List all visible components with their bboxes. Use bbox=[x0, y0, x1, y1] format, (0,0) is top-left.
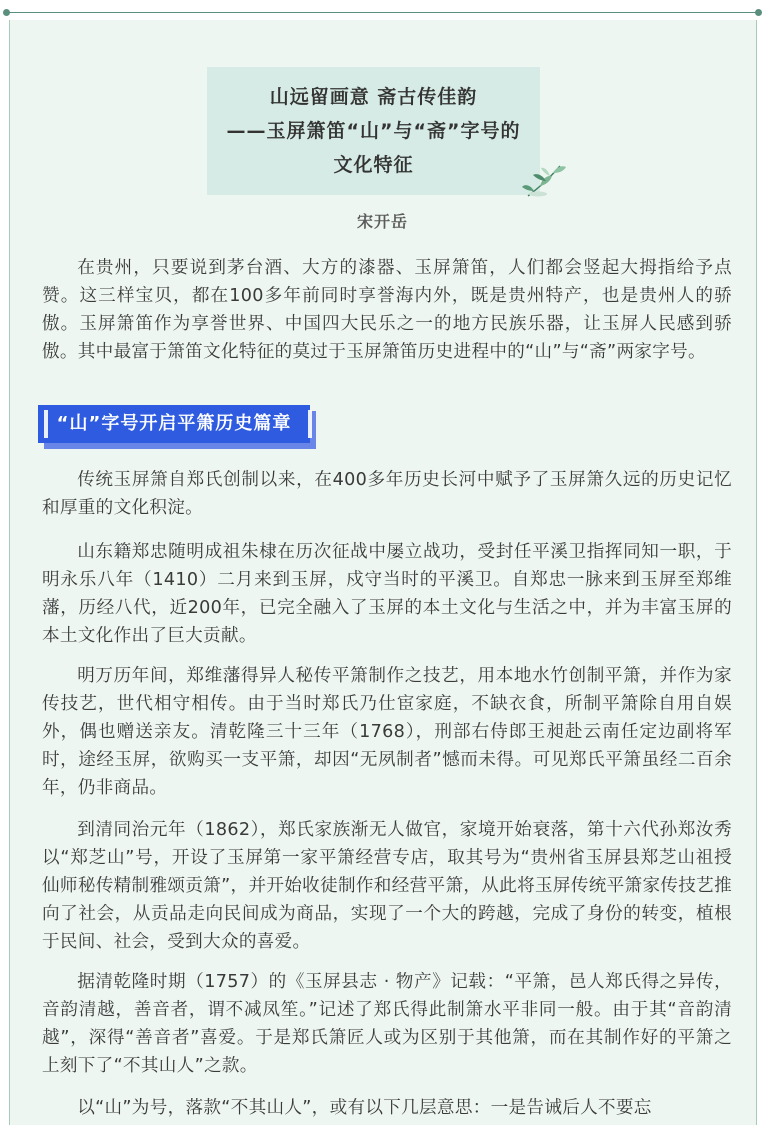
divider-dot-left bbox=[3, 9, 10, 16]
divider-dot-right bbox=[755, 9, 762, 16]
paragraph-intro: 在贵州，只要说到茅台酒、大方的漆器、玉屏箫笛，人们都会竖起大拇指给予点赞。这三样宝贝，都在100多年前同时享誉海内外，既是贵州特产，也是贵州人的骄傲。玉屏箫笛作为享誉世界、中国四大民乐之一的地方民族乐器，让玉屏人民感到骄傲。其中最富于箫笛文化特征的莫过于玉屏箫笛历史进程中的“山”与“斋”两家字号。 bbox=[42, 258, 732, 362]
author-name: 宋开岳 bbox=[356, 212, 408, 231]
title-line-2: ——玉屏箫笛“山”与“斋”字号的 bbox=[226, 120, 521, 142]
paragraph-2: 传统玉屏箫自郑氏创制以来，在400多年历史长河中赋予了玉屏箫久远的历史记忆和厚重的文化积淀。 bbox=[42, 470, 732, 518]
title-line-1: 山远留画意 斋古传佳韵 bbox=[269, 86, 478, 108]
title-box bbox=[207, 67, 540, 195]
paragraph-7: 以“山”为号，落款“不其山人”，或有以下几层意思：一是告诫后人不要忘 bbox=[77, 1098, 652, 1118]
section-heading-bar-left bbox=[44, 410, 48, 438]
paragraph-6: 据清乾隆时期（1757）的《玉屏县志 · 物产》记载：“平箫，邑人郑氏得之异传，音韵清越，善音者，谓不减凤笙。”记述了郑氏得此制箫水平非同一般。由于其“音韵清越”，深得“善音者”喜爱。于是郑氏箫匠人或为区别于其他箫，而在其制作好的平箫之上刻下了“不其山人”之款。 bbox=[42, 972, 732, 1076]
title-line-3: 文化特征 bbox=[333, 154, 414, 176]
section-heading bbox=[38, 405, 318, 447]
leaf-sprig-icon bbox=[520, 160, 568, 200]
section-heading-bar-right bbox=[308, 410, 312, 438]
paragraph-4: 明万历年间，郑维藩得异人秘传平箫制作之技艺，用本地水竹创制平箫，并作为家传技艺，世代相守相传。由于当时郑氏乃仕宦家庭，不缺衣食，所制平箫除自用自娱外，偶也赠送亲友。清乾隆三十三年（1768），刑部右侍郎王昶赴云南任定边副将军时，途经玉屏，欲购买一支平箫，却因“无夙制者”憾而未得。可见郑氏平箫虽经二百余年，仍非商品。 bbox=[42, 666, 732, 798]
paragraph-5: 到清同治元年（1862），郑氏家族渐无人做官，家境开始衰落，第十六代孙郑汝秀以“郑芝山”号，开设了玉屏第一家平箫经营专店，取其号为“贵州省玉屏县郑芝山祖授仙师秘传精制雅颂贡箫”，并开始收徒制作和经营平箫，从此将玉屏传统平箫家传技艺推向了社会，从贡品走向民间成为商品，实现了一个大的跨越，完成了身份的转变，植根于民间、社会，受到大众的喜爱。 bbox=[42, 820, 732, 952]
section-heading-label: “山”字号开启平箫历史篇章 bbox=[38, 405, 310, 443]
paragraph-3: 山东籍郑忠随明成祖朱棣在历次征战中屡立战功，受封任平溪卫指挥同知一职，于明永乐八年（1410）二月来到玉屏，戍守当时的平溪卫。自郑忠一脉来到玉屏至郑维藩，历经八代，近200年，已完全融入了玉屏的本土文化与生活之中，并为丰富玉屏的本土文化作出了巨大贡献。 bbox=[42, 542, 732, 646]
top-divider bbox=[6, 12, 759, 13]
